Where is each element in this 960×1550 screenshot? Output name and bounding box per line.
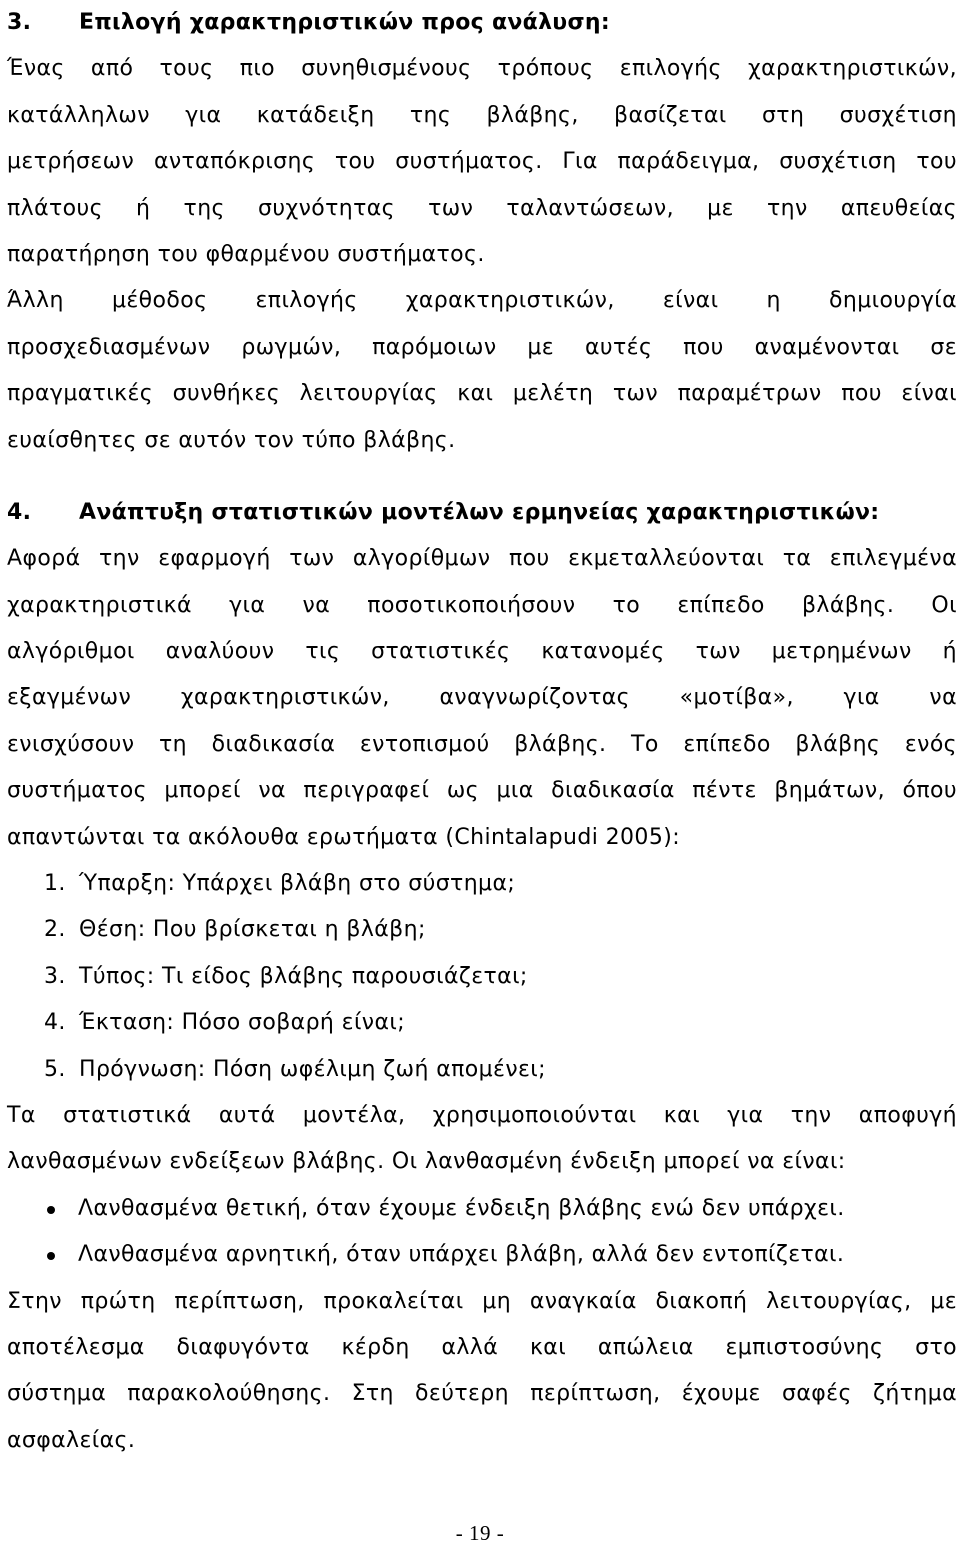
bullet-text: Λανθασμένα αρνητική, όταν υπάρχει βλάβη, αλλά δεν εντοπίζεται. [78, 1242, 845, 1268]
list-item-number: 5. [44, 1056, 66, 1082]
paragraph-line: Αφορά την εφαρμογή των αλγορίθμων που εκμεταλλεύονται τα επιλεγμένα [7, 546, 957, 572]
section-4-number: 4. [7, 499, 32, 525]
paragraph-line: σύστημα παρακολούθησης. Στη δεύτερη περίπτωση, έχουμε σαφές ζήτημα [7, 1381, 957, 1407]
list-item-number: 2. [44, 917, 66, 943]
list-item-text: Έκταση: Πόσο σοβαρή είναι; [79, 1010, 406, 1036]
paragraph-line: Στην πρώτη περίπτωση, προκαλείται μη αναγκαία διακοπή λειτουργίας, με [7, 1288, 957, 1314]
paragraph-line: χαρακτηριστικά για να ποσοτικοποιήσουν το επίπεδο βλάβης. Οι [7, 592, 957, 618]
paragraph-line: προσχεδιασμένων ρωγμών, παρόμοιων με αυτές που αναμένονται σε [7, 334, 957, 360]
paragraph-line: ενισχύσουν τη διαδικασία εντοπισμού βλάβης. Το επίπεδο βλάβης ενός [7, 731, 957, 757]
list-item [7, 1000, 957, 1046]
list-item-text: Τύπος: Τι είδος βλάβης παρουσιάζεται; [79, 963, 528, 989]
list-item-text: Ύπαρξη: Υπάρχει βλάβη στο σύστημα; [79, 871, 516, 897]
list-item-number: 3. [44, 963, 66, 989]
section-spacer [7, 464, 957, 490]
section-3-title: Επιλογή χαρακτηριστικών προς ανάλυση: [79, 10, 610, 35]
section-4-heading [7, 490, 957, 536]
list-item-text: Πρόγνωση: Πόση ωφέλιμη ζωή απομένει; [79, 1056, 546, 1082]
paragraph-line: αποτέλεσμα διαφυγόντα κέρδη αλλά και απώλεια εμπιστοσύνης στο [7, 1334, 957, 1360]
paragraph-line: απαντώνται τα ακόλουθα ερωτήματα (Chintalapudi 2005): [7, 824, 681, 850]
list-item [7, 907, 957, 953]
section-3-number: 3. [7, 10, 32, 35]
paragraph-line: μετρήσεων ανταπόκρισης του συστήματος. Για παράδειγμα, συσχέτιση του [7, 149, 957, 175]
paragraph-line: κατάλληλων για κατάδειξη της βλάβης, βασίζεται στη συσχέτιση [7, 102, 957, 128]
paragraph-line: Τα στατιστικά αυτά μοντέλα, χρησιμοποιούνται και για την αποφυγή [7, 1102, 957, 1128]
paragraph-line: Άλλη μέθοδος επιλογής χαρακτηριστικών, είναι η δημιουργία [7, 288, 957, 314]
bullet-item [7, 1186, 957, 1232]
section-4-title: Ανάπτυξη στατιστικών μοντέλων ερμηνείας χαρακτηριστικών: [79, 499, 880, 525]
paragraph-line: εξαγμένων χαρακτηριστικών, αναγνωρίζοντας «μοτίβα», για να [7, 685, 957, 711]
bullet-item [7, 1232, 957, 1278]
list-item-text: Θέση: Που βρίσκεται η βλάβη; [79, 917, 426, 943]
bullet-icon [47, 1206, 55, 1214]
paragraph-line: παρατήρηση του φθαρμένου συστήματος. [7, 241, 485, 267]
paragraph-line: αλγόριθμοι αναλύουν τις στατιστικές κατανομές των μετρημένων ή [7, 639, 957, 665]
page-number: - 19 - [455, 1521, 505, 1545]
list-item [7, 1047, 957, 1093]
page-content [7, 0, 957, 1464]
paragraph-line: Ένας από τους πιο συνηθισμένους τρόπους επιλογής χαρακτηριστικών, [7, 56, 957, 82]
list-item-number: 1. [44, 871, 66, 897]
paragraph-line: πραγματικές συνθήκες λειτουργίας και μελέτη των παραμέτρων που είναι [7, 381, 957, 407]
paragraph-line: πλάτους ή της συχνότητας των ταλαντώσεων, με την απευθείας [7, 195, 957, 221]
list-item-number: 4. [44, 1010, 66, 1036]
paragraph-line: λανθασμένων ενδείξεων βλάβης. Οι λανθασμένη ένδειξη μπορεί να είναι: [7, 1149, 846, 1175]
paragraph-line: συστήματος μπορεί να περιγραφεί ως μια διαδικασία πέντε βημάτων, όπου [7, 778, 957, 804]
list-item [7, 954, 957, 1000]
paragraph-line: ασφαλείας. [7, 1427, 136, 1453]
bullet-text: Λανθασμένα θετική, όταν έχουμε ένδειξη βλάβης ενώ δεν υπάρχει. [78, 1195, 845, 1221]
section-3-heading [7, 0, 957, 46]
paragraph-line: ευαίσθητες σε αυτόν τον τύπο βλάβης. [7, 427, 456, 453]
list-item [7, 861, 957, 907]
